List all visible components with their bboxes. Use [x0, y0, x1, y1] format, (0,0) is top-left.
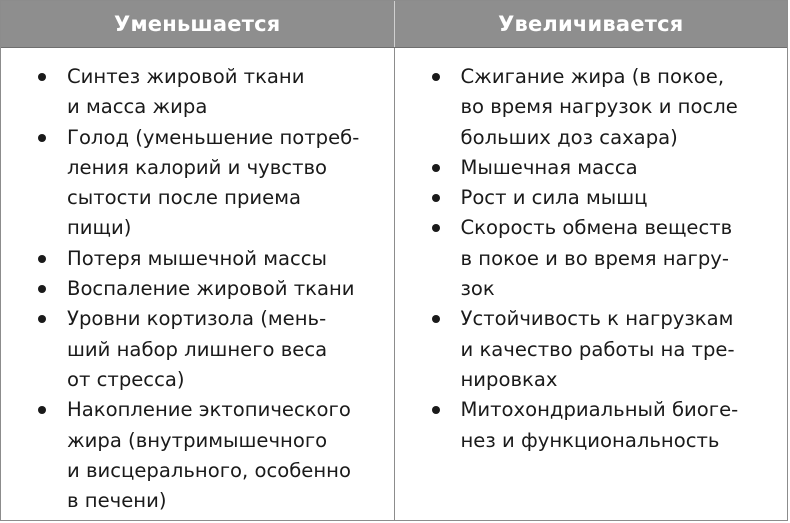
list-item-text: Накопление эктопического жира (внутримышечного и висцерального, особенно в печени) — [67, 398, 351, 513]
increases-list — [432, 62, 782, 456]
list-item — [38, 304, 388, 395]
list-item-text: Скорость обмена веществ в покое и во время нагру- зок — [460, 216, 733, 301]
list-item — [432, 304, 782, 395]
list-item — [38, 62, 388, 123]
list-item — [432, 395, 782, 456]
list-item — [432, 62, 782, 153]
bullet-icon — [432, 224, 440, 232]
table-body-row — [1, 48, 787, 520]
increases-cell — [394, 48, 788, 520]
list-item-text: Рост и сила мышц — [460, 186, 648, 210]
bullet-icon — [432, 406, 440, 414]
decreases-list — [38, 62, 388, 516]
bullet-icon — [38, 406, 46, 414]
header-decreases: Уменьшается — [114, 12, 281, 36]
bullet-icon — [38, 285, 46, 293]
list-item-text: Потеря мышечной массы — [67, 246, 328, 270]
list-item-text: Воспаление жировой ткани — [67, 277, 355, 301]
list-item-text: Голод (уменьшение потреб- ления калорий и чувство сытости после приема пищи) — [67, 125, 360, 240]
bullet-icon — [432, 164, 440, 172]
list-item — [38, 123, 388, 244]
bullet-icon — [432, 73, 440, 81]
list-item — [432, 213, 782, 304]
list-item — [432, 183, 782, 213]
list-item — [38, 244, 388, 274]
list-item-text: Митохондриальный биоге- нез и функциональность — [460, 398, 739, 452]
table-header-row — [1, 1, 787, 48]
list-item-text: Синтез жировой ткани и масса жира — [67, 65, 305, 119]
decreases-cell — [1, 48, 394, 520]
list-item-text: Мышечная масса — [460, 155, 638, 179]
header-increases: Увеличивается — [394, 1, 788, 47]
bullet-icon — [38, 255, 46, 263]
bullet-icon — [38, 73, 46, 81]
bullet-icon — [38, 134, 46, 142]
bullet-icon — [38, 315, 46, 323]
list-item — [38, 395, 388, 516]
list-item-text: Уровни кортизола (мень- ший набор лишнего веса от стресса) — [67, 307, 328, 391]
list-item — [38, 274, 388, 304]
bullet-icon — [432, 194, 440, 202]
list-item — [432, 153, 782, 183]
bullet-icon — [432, 315, 440, 323]
list-item-text: Сжигание жира (в покое, во время нагрузок и после больших доз сахара) — [460, 65, 738, 149]
list-item-text: Устойчивость к нагрузкам и качество работы на тре- нировках — [460, 307, 735, 391]
